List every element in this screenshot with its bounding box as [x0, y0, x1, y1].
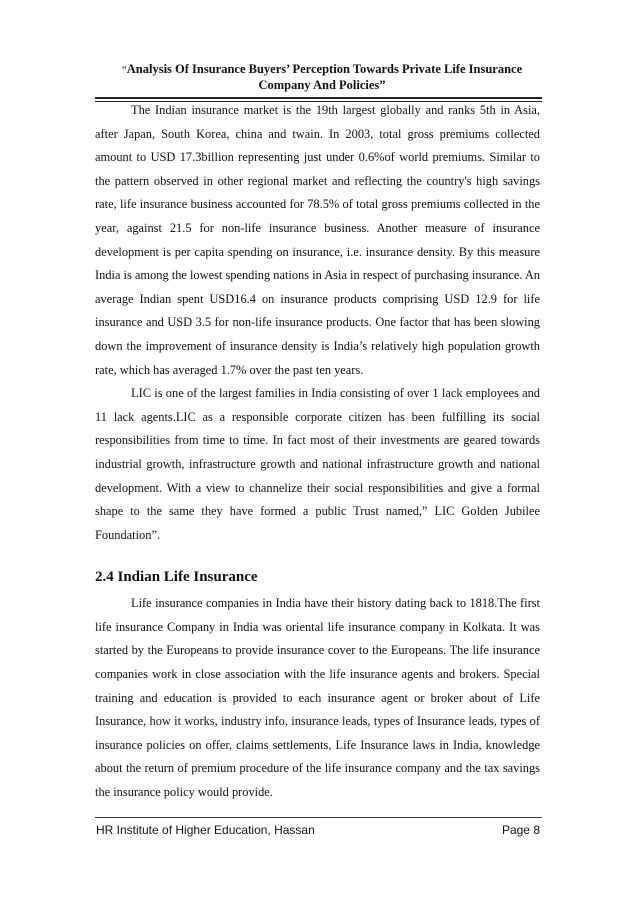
paragraph-insurance-market: The Indian insurance market is the 19th largest globally and ranks 5th in Asia, after Japan, South Korea, china and twain. In 2003, total gross premiums collected amount to USD 17.3billion representing just under 0.6%of world premiums. Similar to the pattern observed in other regional market and reflecting the country's high savings rate, life insurance business accounted for 78.5% of total gross premiums collected in the year, against 21.5 for non-life insurance business. Another measure of insurance development is per capita spending on insurance, i.e. insurance density. By this measure India is among the lowest spending nations in Asia in respect of purchasing insurance. An average Indian spent USD16.4 on insurance products comprising USD 12.9 for life insurance and USD 3.5 for non-life insurance products. One factor that has been slowing down the improvement of insurance density is India’s relatively high population growth rate, which has averaged 1.7% over the past ten years.: [95, 103, 540, 377]
header-title-line2: Company And Policies”: [258, 78, 386, 92]
section-heading: 2.4 Indian Life Insurance: [95, 569, 258, 586]
header-title-line1: [112, 62, 532, 78]
page-number: Page 8: [501, 823, 540, 837]
header-title-text: Analysis Of Insurance Buyers’ Perception Towards Private Life Insurance: [126, 62, 523, 76]
paragraph-indian-life-insurance: Life insurance companies in India have their history dating back to 1818.The first life insurance Company in India was oriental life insurance company in Kolkata. It was started by the Europeans to provide insurance cover to the Europeans. The life insurance companies work in close association with the life insurance agents and brokers. Special training and education is provided to each insurance agent or broker about of Life Insurance, how it works, industry info, insurance leads, types of Insurance leads, types of insurance policies on offer, claims settlements, Life Insurance laws in India, knowledge about the return of premium procedure of the life insurance company and the tax savings the insurance policy would provide.: [95, 596, 540, 800]
footer-rule: [95, 817, 542, 818]
running-header: [112, 62, 532, 93]
paragraph-lic: LIC is one of the largest families in India consisting of over 1 lack employees and 11 lack agents.LIC as a responsible corporate citizen has been fulfilling its social responsibilities from time to time. In fact most of their investments are geared towards industrial growth, infrastructure growth and national infrastructure growth and national development. With a view to channelize their social responsibilities and give a formal shape to the same they have formed a public Trust named,” LIC Golden Jubilee Foundation”.: [95, 386, 540, 542]
footer-institution: HR Institute of Higher Education, Hassan: [96, 823, 315, 837]
page-body: [95, 99, 540, 805]
header-open-quote: “: [121, 64, 127, 76]
